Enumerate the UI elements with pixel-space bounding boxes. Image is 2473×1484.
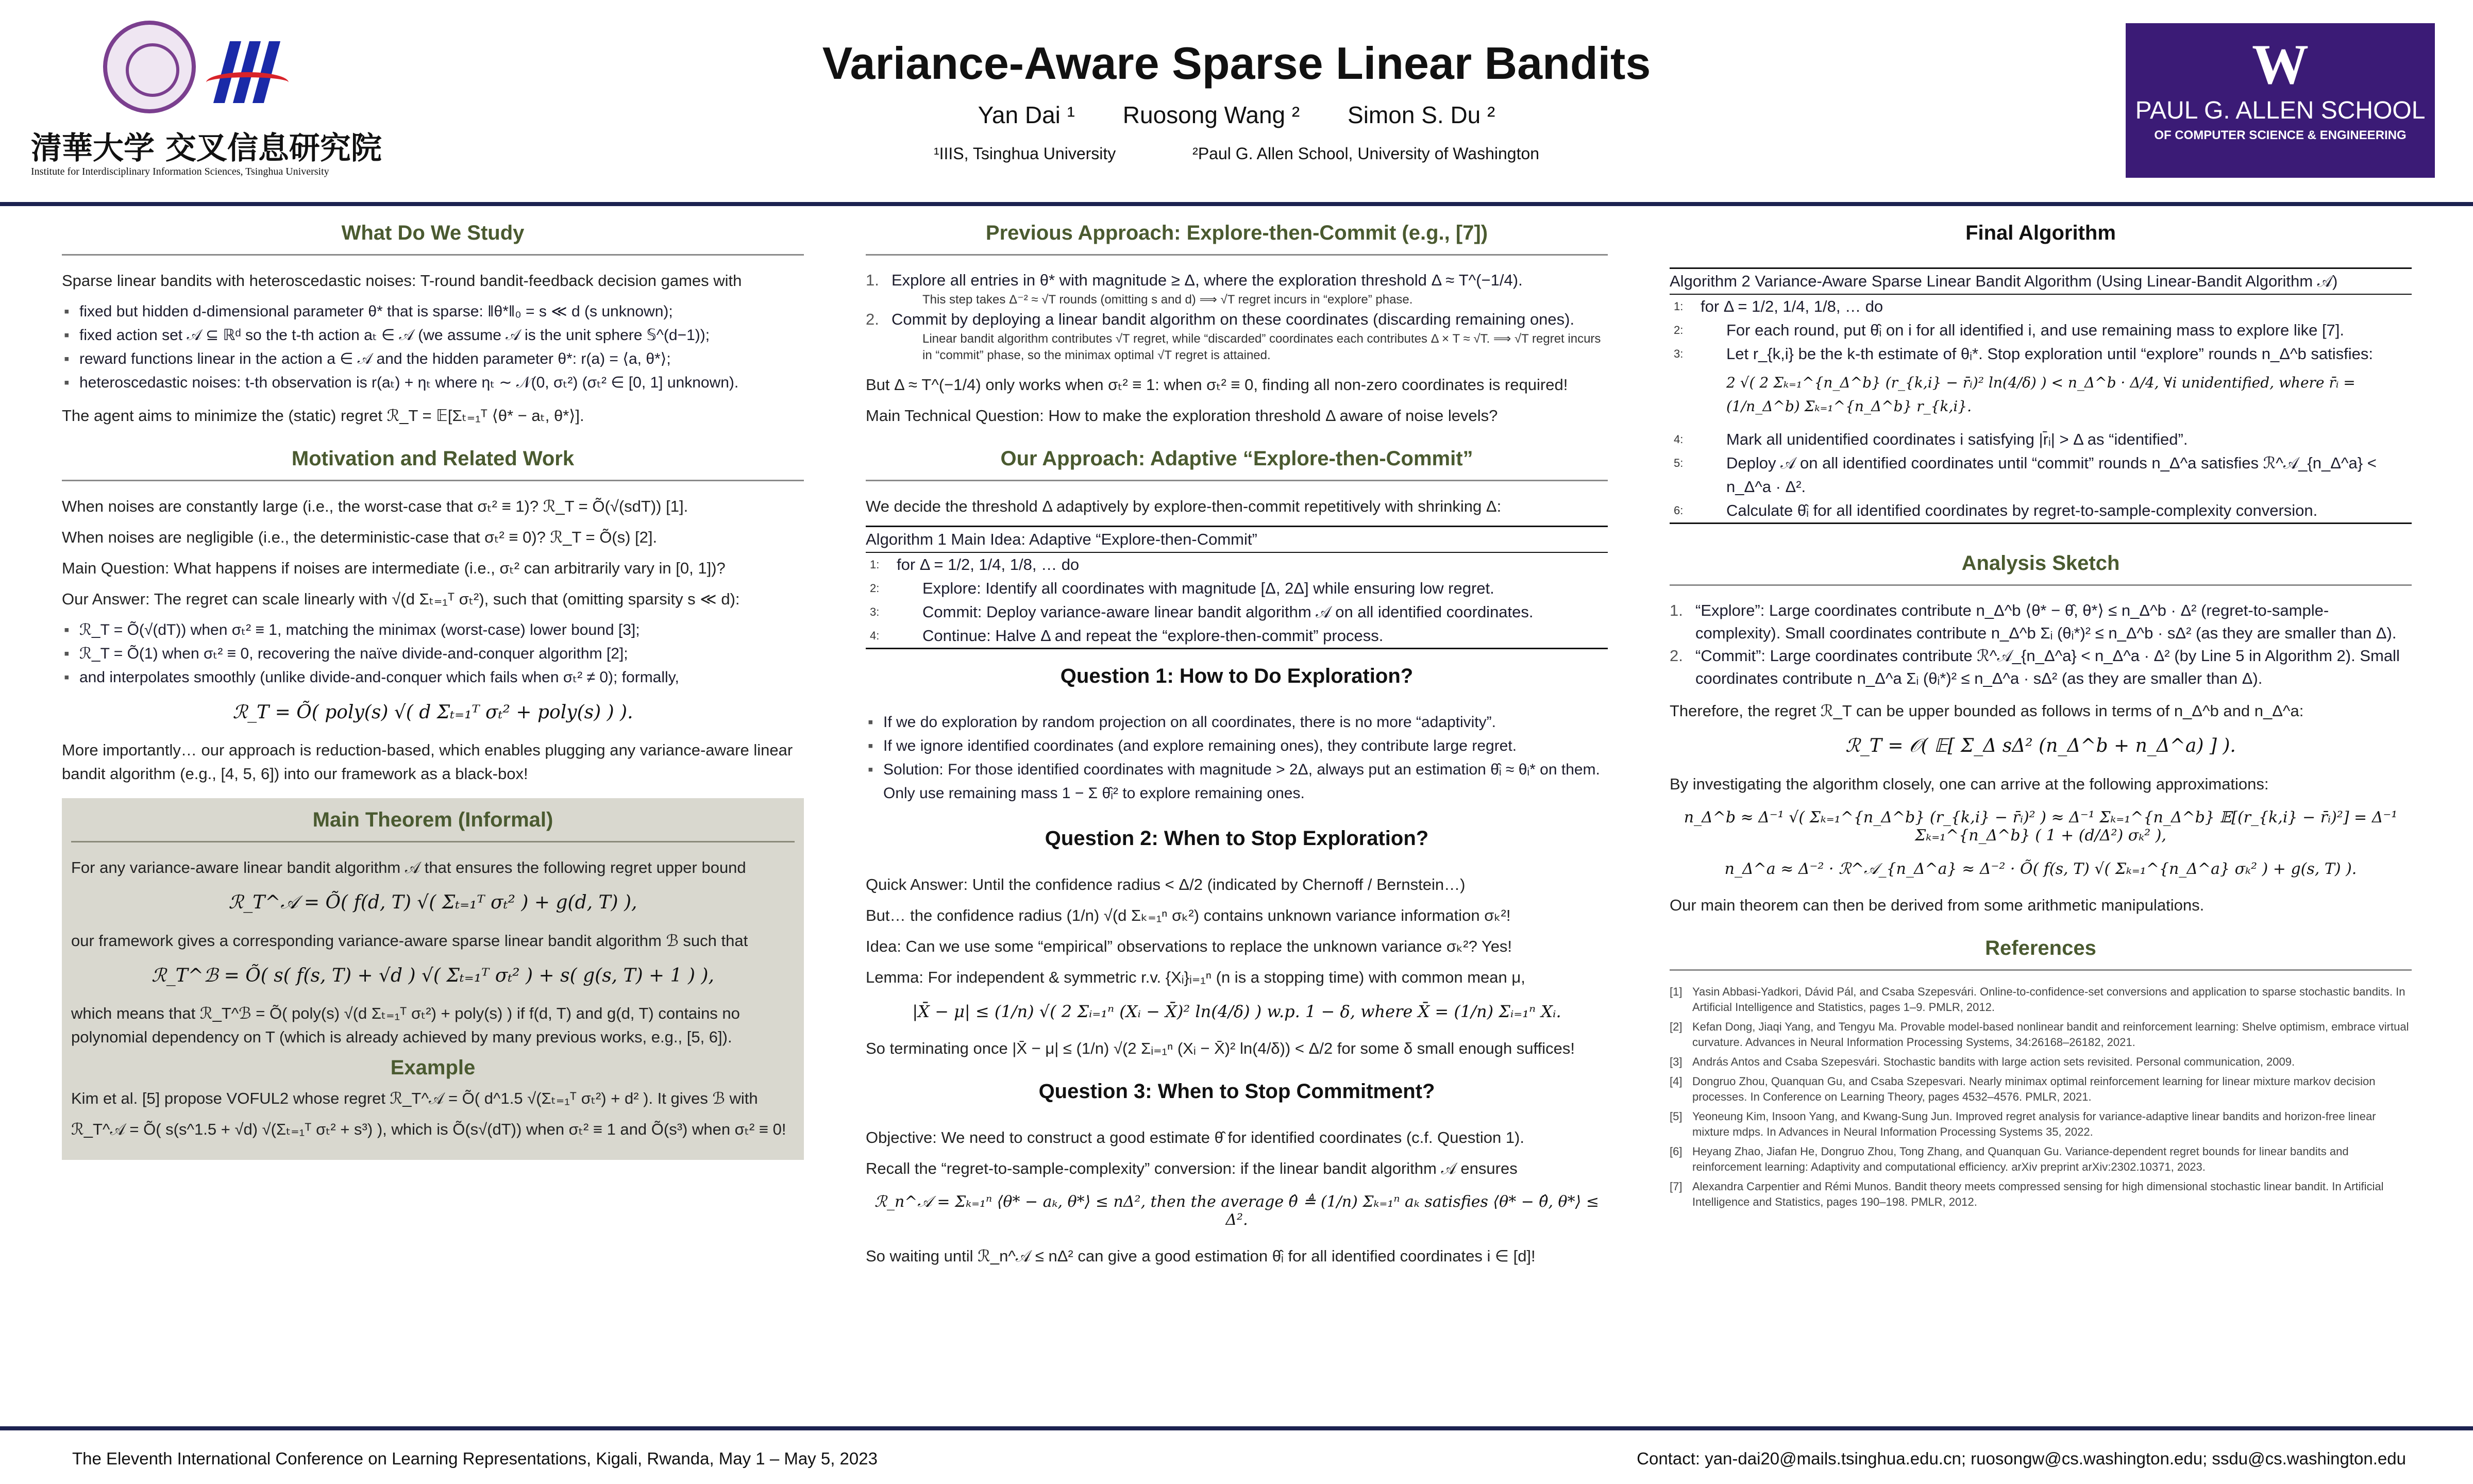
list-item: [5] Yeoneung Kim, Insoon Yang, and Kwang-Sung Jun. Improved regret analysis for variance-adaptive linear bandits and horizon-free linear mixture mdps. In Advances in Neural Information Processing Systems 35, 2022. [1670,1110,2376,1138]
list-item: ▪ fixed action set 𝒜 ⊆ ℝᵈ so the t-th action aₜ ∈ 𝒜 (we assume 𝒜 is the unit sphere 𝕊^(d−1)); [62,324,804,347]
study-aim: The agent aims to minimize the (static) regret ℛ_T = 𝔼[Σₜ₌₁ᵀ ⟨θ* − aₜ, θ*⟩]. [62,407,584,425]
algorithm-line: 4: Mark all unidentified coordinates i satisfying |r̄ᵢ| > Δ as “identified”. [1674,430,2188,448]
list-subitem: This step takes Δ⁻² ≈ √T rounds (omitting s and d) ⟹ √T regret incurs in “explore” phase. [922,293,1413,307]
list-item: ▪ If we do exploration by random projection on all coordinates, there is no more “adaptivity”. [866,711,1608,734]
analysis-equation: n_Δ^b ≈ Δ⁻¹ √( Σₖ₌₁^{n_Δ^b} (r_{k,i} − r̄ᵢ)² ) ≈ Δ⁻¹ Σₖ₌₁^{n_Δ^b} 𝔼[(r_{k,i} − r̄ᵢ)²] = Δ⁻¹ Σₖ₌₁^{n_Δ^b} ( 1 + (d/Δ²) σₖ² ), [1684,808,2398,845]
q3-text: Objective: We need to construct a good estimate θ̂ for identified coordinates (c.f. Question 1). [866,1128,1524,1146]
q2-text: So terminating once |X̄ − μ| ≤ (1/n) √(2 Σᵢ₌₁ⁿ (Xᵢ − X̄)² ln(4/δ)) < Δ/2 for some δ small enough suffices! [866,1039,1575,1057]
section-title-theorem: Main Theorem (Informal) [71,808,795,842]
list-item: ▪ ℛ_T = Õ(1) when σₜ² ≡ 0, recovering the naïve divide-and-conquer algorithm [2]; [62,642,804,666]
example-title: Example [390,1056,476,1079]
affiliation: ¹IIIS, Tsinghua University [933,144,1116,163]
list-item: ▪ and interpolates smoothly (unlike divide-and-conquer which fails when σₜ² ≠ 0); formally, [62,666,804,689]
algorithm-line: 1: for Δ = 1/2, 1/4, 1/8, … do [1674,297,1883,315]
column-left [62,222,804,1160]
author-list [0,101,2473,129]
section-title-motivation: Motivation and Related Work [62,447,804,481]
list-item: 1. “Explore”: Large coordinates contribute n_Δ^b ⟨θ* − θ̂, θ*⟩ ≤ n_Δ^b · Δ² (regret-to-sample-complexity). Small coordinates contribute n_Δ^b Σᵢ (θᵢ*)² ≤ n_Δ^b · sΔ² (as they are smaller than Δ). [1670,601,2397,642]
q2-text: Quick Answer: Until the confidence radius < Δ/2 (indicated by Chernoff / Bernstein…) [866,875,1466,893]
study-bullets [62,300,804,395]
section-title-references: References [1670,937,2412,971]
author: Yan Dai ¹ [978,102,1075,128]
algorithm-2 [1670,267,2412,524]
section-title-final: Final Algorithm [1965,222,2116,244]
motivation-main-question: Main Question: What happens if noises are intermediate (i.e., σₜ² can arbitrarily vary in [0, 1])? [62,559,726,577]
example-text: ℛ_T^𝒜 = Õ( s(s^1.5 + √d) √(Σₜ₌₁ᵀ σₜ² + s³) ), which is Õ(s√(dT)) when σₜ² ≡ 1 and Õ(s³) when σₜ² ≡ 0! [71,1120,786,1138]
section-title-q2: Question 2: When to Stop Exploration? [1045,827,1429,850]
header-divider [0,202,2473,206]
theorem-text: which means that ℛ_T^ℬ = Õ( poly(s) √(d Σₜ₌₁ᵀ σₜ²) + poly(s) ) if f(d, T) and g(d, T) contains no polynomial dependency on T (which is already achieved by many previous works, e.g., [5, 6]). [71,1004,740,1046]
list-item: ▪ Solution: For those identified coordinates with magnitude > 2Δ, always put an estimation θ̂ᵢ ≈ θᵢ* on them. Only use remaining mass 1 − Σ θ̂ᵢ² to explore remaining ones. [866,758,1608,805]
uw-logo-line2: OF COMPUTER SCIENCE & ENGINEERING [2154,128,2407,142]
list-item: [7] Alexandra Carpentier and Rémi Munos. Bandit theory meets compressed sensing for high dimensional stochastic linear bandit. In Artificial Intelligence and Statistics, pages 190–198. PMLR, 2012. [1670,1180,2384,1208]
list-item: [4] Dongruo Zhou, Quanquan Gu, and Csaba Szepesvari. Nearly minimax optimal reinforcement learning for linear mixture markov decision processes. In Conference on Learning Theory, pages 4532–4576. PMLR, 2021. [1670,1075,2376,1103]
author: Ruosong Wang ² [1122,102,1300,128]
q2-equation: |X̄ − μ| ≤ (1/n) √( 2 Σᵢ₌₁ⁿ (Xᵢ − X̄)² ln(4/δ) ) w.p. 1 − δ, where X̄ = (1/n) Σᵢ₌₁ⁿ Xᵢ. [912,1002,1561,1021]
approach-text: We decide the threshold Δ adaptively by explore-then-commit repetitively with shrinking Δ: [866,497,1502,515]
list-item: ▪ If we ignore identified coordinates (and explore remaining ones), they contribute large regret. [866,734,1608,758]
motivation-our-answer: Our Answer: The regret can scale linearly with √(d Σₜ₌₁ᵀ σₜ²), such that (omitting sparsity s ≪ d): [62,590,740,608]
list-item: 1. Explore all entries in θ* with magnitude ≥ Δ, where the exploration threshold Δ ≈ T^(−1/4). This step takes Δ⁻² ≈ √T rounds (omitting s and d) ⟹ √T regret incurs in “explore” phase. [866,269,1608,308]
poster-header [0,0,2473,202]
uw-w-icon: W [2252,33,2309,96]
list-subitem: Linear bandit algorithm contributes √T regret, while “discarded” coordinates each contributes Δ × T ≈ √T. ⟹ √T regret incurs in “commit” phase, so the minimax optimal √T regret is attained. [922,332,1601,362]
list-item: [3] András Antos and Csaba Szepesvári. Stochastic bandits with large action sets revisited. Personal communication, 2009. [1670,1055,2295,1068]
study-intro: Sparse linear bandits with heteroscedastic noises: T-round bandit-feedback decision games with [62,272,742,290]
analysis-equation: n_Δ^a ≈ Δ⁻² · ℛ^𝒜_{n_Δ^a} ≈ Δ⁻² · Õ( f(s, T) √( Σₖ₌₁^{n_Δ^a} σₖ² ) + g(s, T) ). [1724,860,2357,878]
list-item: ▪ ℛ_T = Õ(√(dT)) when σₜ² ≡ 1, matching the minimax (worst-case) lower bound [3]; [62,618,804,642]
theorem-text: our framework gives a corresponding variance-aware sparse linear bandit algorithm ℬ such that [71,932,748,950]
q3-text: Recall the “regret-to-sample-complexity” conversion: if the linear bandit algorithm 𝒜 ensures [866,1159,1518,1177]
algorithm-line: 3: Let r_{k,i} be the k-th estimate of θᵢ*. Stop exploration until “explore” rounds n_Δ^b satisfies: [1674,345,2373,363]
logo-chinese-text: 清華大学 交叉信息研究院 [31,130,382,166]
affiliation-list [0,144,2473,163]
algorithm-line: 2: Explore: Identify all coordinates with magnitude [Δ, 2Δ] while ensuring low regret. [870,579,1494,597]
theorem-text: For any variance-aware linear bandit algorithm 𝒜 that ensures the following regret upper bound [71,858,746,876]
algorithm-1 [866,526,1608,649]
analysis-equation: ℛ_T = 𝒪( 𝔼[ Σ_Δ sΔ² (n_Δ^b + n_Δ^a) ] ). [1845,735,2236,756]
q2-text: But… the confidence radius (1/n) √(d Σₖ₌₁ⁿ σₖ²) contains unknown variance information σₖ²! [866,906,1511,924]
list-item: ▪ fixed but hidden d-dimensional parameter θ* that is sparse: ‖θ*‖₀ = s ≪ d (s unknown); [62,300,804,324]
algorithm-line: 6: Calculate θ̂ᵢ for all identified coordinates by regret-to-sample-complexity conversion. [1674,501,2318,519]
motivation-reduction: More importantly… our approach is reduction-based, which enables plugging any variance-aware linear bandit algorithm (e.g., [4, 5, 6]) into our framework as a black-box! [62,741,793,783]
uw-allen-school-logo [2126,23,2435,178]
q2-lemma: Lemma: For independent & symmetric r.v. {Xᵢ}ᵢ₌₁ⁿ (n is a stopping time) with common mean μ, [866,968,1525,986]
section-title-approach: Our Approach: Adaptive “Explore-then-Commit” [866,447,1608,481]
motivation-deterministic-case: When noises are negligible (i.e., the deterministic-case that σₜ² ≡ 0)? ℛ_T = Õ(s) [2]. [62,528,658,546]
section-title-study: What Do We Study [62,222,804,256]
motivation-bullets [62,618,804,689]
contact-info: Contact: yan-dai20@mails.tsinghua.edu.cn; ruosongw@cs.washington.edu; ssdu@cs.washington.edu [1637,1449,2406,1468]
previous-steps [866,269,1608,364]
analysis-text: By investigating the algorithm closely, one can arrive at the following approximations: [1670,775,2269,793]
section-title-previous: Previous Approach: Explore-then-Commit (e.g., [7]) [866,222,1608,256]
list-item: [6] Heyang Zhao, Jiafan He, Dongruo Zhou, Tong Zhang, and Quanquan Gu. Variance-dependent regret bounds for linear bandits and reinforcement learning: Adaptivity and computational efficiency. arXiv preprint arXiv:2302.10371, 2023. [1670,1145,2349,1173]
uw-logo-line1: PAUL G. ALLEN SCHOOL [2135,97,2426,124]
section-title-q1: Question 1: How to Do Exploration? [1060,665,1414,687]
analysis-text: Our main theorem can then be derived from some arithmetic manipulations. [1670,896,2205,914]
column-right [1670,222,2412,1214]
motivation-worst-case: When noises are constantly large (i.e., the worst-case that σₜ² ≡ 1)? ℛ_T = Õ(√(sdT)) [1]. [62,497,688,515]
column-middle [866,222,1608,1275]
motivation-equation: ℛ_T = Õ( poly(s) √( d Σₜ₌₁ᵀ σₜ² + poly(s) ) ). [232,702,633,723]
algorithm-header: Algorithm 1 Main Idea: Adaptive “Explore-then-Commit” [866,527,1608,553]
theorem-equation: ℛ_T^𝒜 = Õ( f(d, T) √( Σₜ₌₁ᵀ σₜ² ) + g(d, T) ), [228,892,637,913]
analysis-text: Therefore, the regret ℛ_T can be upper bounded as follows in terms of n_Δ^b and n_Δ^a: [1670,702,2304,720]
algorithm-line: 4: Continue: Halve Δ and repeat the “explore-then-commit” process. [870,627,1384,645]
algorithm-line: 1: for Δ = 1/2, 1/4, 1/8, … do [870,555,1080,574]
algorithm-line: 5: Deploy 𝒜 on all identified coordinates until “commit” rounds n_Δ^a satisfies ℛ^𝒜_{n_Δ^a} < n_Δ^a · Δ². [1674,454,2377,496]
analysis-steps [1670,599,2412,690]
example-text: Kim et al. [5] propose VOFUL2 whose regret ℛ_T^𝒜 = Õ( d^1.5 √(Σₜ₌₁ᵀ σₜ²) + d² ). It gives ℬ with [71,1089,758,1107]
previous-limitation: But Δ ≈ T^(−1/4) only works when σₜ² ≡ 1: when σₜ² ≡ 0, finding all non-zero coordinates is required! [866,376,1568,394]
list-item: 2. “Commit”: Large coordinates contribute ℛ^𝒜_{n_Δ^a} < n_Δ^a · Δ² (by Line 5 in Algorithm 2). Small coordinates contribute n_Δ^a Σᵢ (θᵢ*)² ≤ n_Δ^a · sΔ² (as they are smaller than Δ). [1670,647,2400,687]
author: Simon S. Du ² [1348,102,1495,128]
section-title-q3: Question 3: When to Stop Commitment? [1038,1080,1435,1103]
q3-equation: ℛ_n^𝒜 = Σₖ₌₁ⁿ ⟨θ* − aₖ, θ*⟩ ≤ nΔ², then the average θ̂ ≜ (1/n) Σₖ₌₁ⁿ aₖ satisfies ⟨θ* − θ̂, θ*⟩ ≤ Δ². [874,1193,1599,1229]
main-theorem-box [62,798,804,1160]
theorem-equation: ℛ_T^ℬ = Õ( s( f(s, T) + √d ) √( Σₜ₌₁ᵀ σₜ² ) + s( g(s, T) + 1 ) ), [152,965,714,986]
affiliation: ²Paul G. Allen School, University of Washington [1192,144,1540,163]
list-item: [1] Yasin Abbasi-Yadkori, Dávid Pál, and Csaba Szepesvári. Online-to-confidence-set conversions and application to sparse stochastic bandits. In Artificial Intelligence and Statistics, pages 1–9. PMLR, 2012. [1670,985,2405,1014]
algorithm-equation: 2 √( 2 Σₖ₌₁^{n_Δ^b} (r_{k,i} − r̄ᵢ)² ln(4/δ) ) < n_Δ^b · Δ/4, ∀i unidentified, where r̄ᵢ = (1/n_Δ^b) Σₖ₌₁^{n_Δ^b} r_{k,i}. [1726,374,2356,415]
logo-english-text: Institute for Interdisciplinary Information Sciences, Tsinghua University [31,166,329,177]
q3-text: So waiting until ℛ_n^𝒜 ≤ nΔ² can give a good estimation θ̂ᵢ for all identified coordinates i ∈ [d]! [866,1247,1536,1265]
q2-text: Idea: Can we use some “empirical” observations to replace the unknown variance σₖ²? Yes! [866,937,1512,955]
list-item: ▪ reward functions linear in the action a ∈ 𝒜 and the hidden parameter θ*: r(a) = ⟨a, θ*⟩; [62,347,804,371]
section-title-analysis: Analysis Sketch [1670,552,2412,586]
list-item: 2. Commit by deploying a linear bandit algorithm on these coordinates (discarding remaining ones). Linear bandit algorithm contributes √T regret, while “discarded” coordinates each contributes Δ × T ≈ √T. ⟹ √T regret incurs in “commit” phase, so the minimax optimal √T regret is attained. [866,308,1608,364]
list-item: [2] Kefan Dong, Jiaqi Yang, and Tengyu Ma. Provable model-based nonlinear bandit and reinforcement learning: Shelve optimism, embrace virtual curvature. Advances in Neural Information Processing Systems, 34:26168–26182, 2021. [1670,1020,2409,1049]
list-item: ▪ heteroscedastic noises: t-th observation is r(aₜ) + ηₜ where ηₜ ∼ 𝒩(0, σₜ²) (σₜ² ∈ [0, 1] unknown). [62,371,804,395]
poster-title: Variance-Aware Sparse Linear Bandits [822,38,1651,89]
previous-technical-question: Main Technical Question: How to make the exploration threshold Δ aware of noise levels? [866,407,1498,425]
algorithm-line: 2: For each round, put θ̂ᵢ on i for all identified i, and use remaining mass to explore like [7]. [1674,321,2345,339]
reference-list [1670,984,2412,1210]
algorithm-line: 3: Commit: Deploy variance-aware linear bandit algorithm 𝒜 on all identified coordinates. [870,603,1534,621]
q1-bullets [866,711,1608,805]
conference-info: The Eleventh International Conference on Learning Representations, Kigali, Rwanda, May 1 – May 5, 2023 [72,1449,878,1468]
algorithm-header: Algorithm 2 Variance-Aware Sparse Linear Bandit Algorithm (Using Linear-Bandit Algorithm 𝒜) [1670,269,2412,295]
footer-divider [0,1426,2473,1430]
